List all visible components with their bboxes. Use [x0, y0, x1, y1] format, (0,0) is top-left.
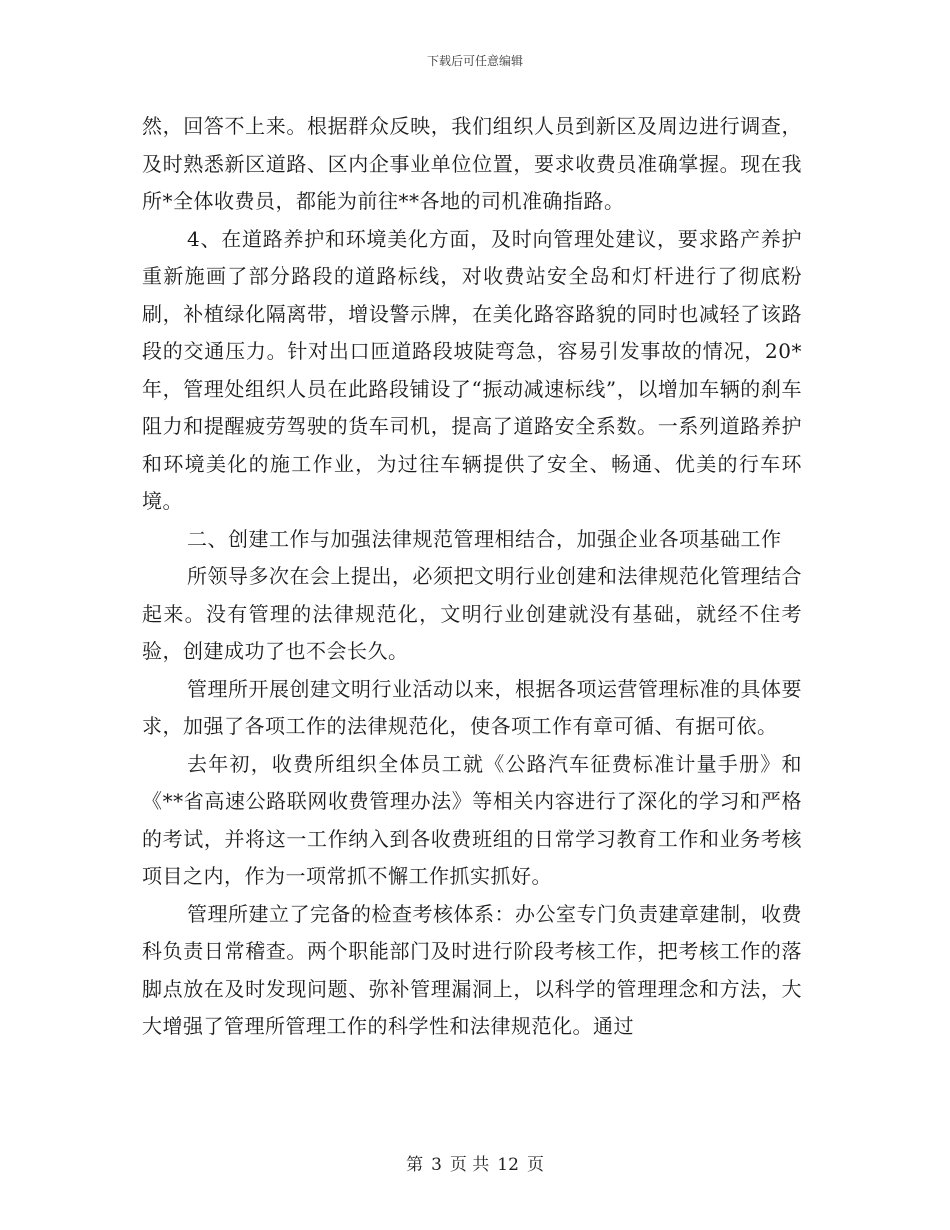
footer-middle: 页 共	[449, 1155, 490, 1175]
paragraph: 4、在道路养护和环境美化方面，及时向管理处建议，要求路产养护重新施画了部分路段的道路标线，对收费站安全岛和灯杆进行了彻底粉刷，补植绿化隔离带，增设警示牌，在美化路容路貌的同时也减轻了该路段的交通压力。针对出口匝道路段坡陡弯急，容易引发事故的情况，20*年，管理处组织人员在此路段铺设了“振动减速标线”，以增加车辆的刹车阻力和提醒疲劳驾驶的货车司机，提高了道路安全系数。一系列道路养护和环境美化的施工作业，为过往车辆提供了安全、畅通、优美的行车环境。	[142, 226, 802, 513]
paragraph: 所领导多次在会上提出，必须把文明行业创建和法律规范化管理结合起来。没有管理的法律规范化，文明行业创建就没有基础，就经不住考验，创建成功了也不会长久。	[142, 564, 802, 663]
document-body	[142, 108, 802, 1046]
section-heading: 二、创建工作与加强法律规范管理相结合，加强企业各项基础工作	[187, 526, 782, 551]
footer-total-pages: 12	[497, 1155, 519, 1175]
paragraph: 管理所开展创建文明行业活动以来，根据各项运营管理标准的具体要求，加强了各项工作的法律规范化，使各项工作有章可循、有据可依。	[142, 676, 802, 738]
footer-suffix: 页	[526, 1155, 544, 1175]
paragraph: 去年初，收费所组织全体员工就《公路汽车征费标准计量手册》和《**省高速公路联网收费管理办法》等相关内容进行了深化的学习和严格的考试，并将这一工作纳入到各收费班组的日常学习教育工作和业务考核项目之内，作为一项常抓不懈工作抓实抓好。	[142, 751, 802, 888]
paragraph: 管理所建立了完备的检查考核体系：办公室专门负责建章建制，收费科负责日常稽查。两个职能部门及时进行阶段考核工作，把考核工作的落脚点放在及时发现问题、弥补管理漏洞上，以科学的管理理念和方法，大大增强了管理所管理工作的科学性和法律规范化。通过	[142, 901, 802, 1038]
page-footer	[0, 1150, 950, 1175]
page-header-note: 下载后可任意编辑	[426, 54, 523, 68]
footer-current-page: 3	[431, 1155, 442, 1175]
paragraph: 然，回答不上来。根据群众反映，我们组织人员到新区及周边进行调查，及时熟悉新区道路、区内企事业单位位置，要求收费员准确掌握。现在我所*全体收费员，都能为前往**各地的司机准确指路。	[142, 114, 802, 213]
footer-prefix: 第	[406, 1155, 424, 1175]
